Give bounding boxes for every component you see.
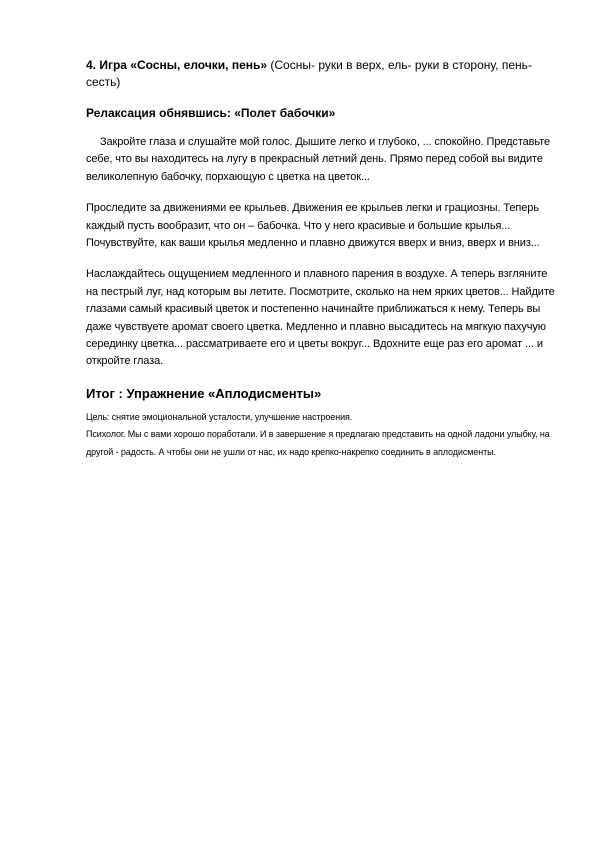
paragraph-wings: Проследите за движениями ее крыльев. Движения ее крыльев легки и грациозны. Теперь каждый пусть вообразит, что он – бабочка. Что у него красивые и большие крылья... Почувствуйте, как ваши крылья медленно и плавно движутся вверх и вниз, вверх и вниз... — [86, 202, 540, 250]
game-heading-bold: 4. Игра «Сосны, елочки, пень» — [86, 58, 268, 72]
document-content — [86, 57, 556, 461]
game-heading — [86, 57, 556, 91]
paragraph-meadow: Наслаждайтесь ощущением медленного и плавного парения в воздухе. А теперь взгляните на пестрый луг, над которым вы летите. Посмотрите, сколько на нем ярких цветов... Найдите глазами самый красивый цветок и постепенно начинайте приближаться к нему. Теперь вы даже чувствуете аромат своего цветка. Медленно и плавно высадитесь на мягкую пахучую серединку цветка... рассматриваете его и цветы вокруг... Вдохните еще раз его аромат ... и откройте глаза. — [86, 268, 555, 368]
paragraph-intro: Закройте глаза и слушайте мой голос. Дышите легко и глубоко, ... спокойно. Представьте себе, что вы находитесь на лугу в прекрасный летний день. Прямо перед собой вы видите великолепную бабочку, порхающую с цветка на цветок... — [86, 136, 551, 183]
summary-psychologist: Психолог. Мы с вами хорошо поработали. И в завершение я предлагаю представить на одной ладони улыбку, на другой - радость. А чтобы они не ушли от нас, их надо крепко-накрепко соединить в аплодисменты. — [86, 429, 550, 457]
summary-goal: Цель: снятие эмоциональной усталости, улучшение настроения. — [86, 411, 353, 422]
game-heading-instructions: (Сосны- руки в верх, ель- руки в сторону, пень- сесть) — [86, 58, 532, 89]
relaxation-heading: Релаксация обнявшись: «Полет бабочки» — [86, 106, 336, 120]
summary-heading: Итог : Упражнение «Аплодисменты» — [86, 385, 322, 401]
